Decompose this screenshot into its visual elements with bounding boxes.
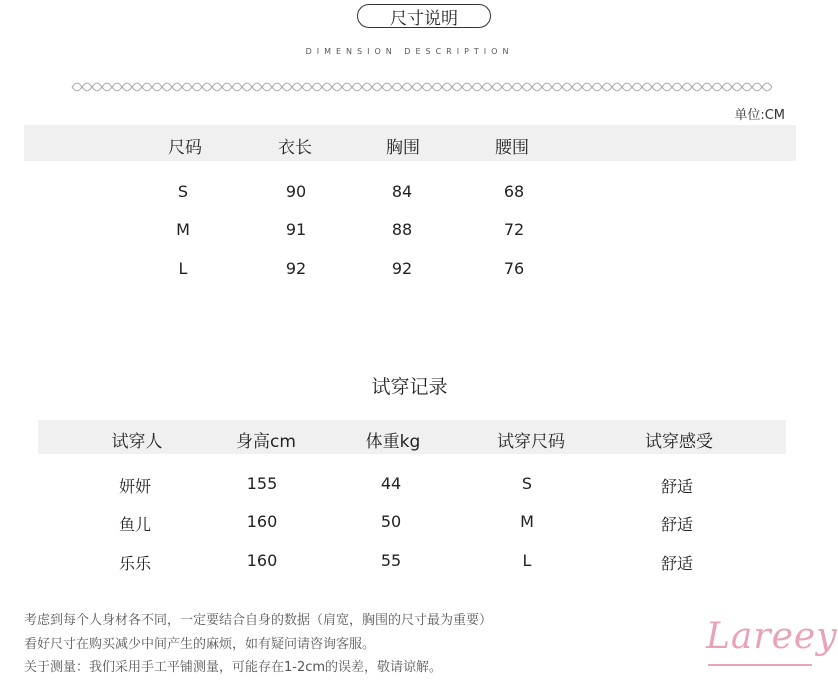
table-cell: M [520, 512, 534, 531]
table-cell: 92 [285, 259, 307, 278]
table-cell: 90 [285, 182, 307, 201]
note-line-3: 关于测量：我们采用手工平铺测量，可能存在1-2cm的误差，敬请谅解。 [24, 660, 443, 675]
table-cell: 妍妍 [118, 477, 152, 496]
table-cell: 91 [285, 220, 307, 239]
table-cell: 55 [380, 551, 402, 570]
unit-label: 单位:CM [734, 108, 785, 123]
table-cell: 92 [391, 259, 413, 278]
table-cell: 160 [246, 512, 278, 531]
table-cell: 88 [391, 220, 413, 239]
waist-col-header: 腰围 [495, 138, 529, 158]
table-cell: S [521, 474, 533, 493]
table-cell: 乐乐 [118, 554, 152, 573]
note-line-1: 考虑到每个人身材各不同，一定要结合自身的数据（肩宽，胸围的尺寸最为重要） [24, 613, 493, 628]
table-cell: L [178, 259, 188, 278]
table-cell: 160 [246, 551, 278, 570]
table-cell: S [177, 182, 189, 201]
table-cell: 76 [503, 259, 525, 278]
chest-col-header: 胸围 [386, 138, 420, 158]
table-cell: 68 [503, 182, 525, 201]
size-col-header: 尺码 [168, 138, 202, 158]
trial-section-title: 试穿记录 [371, 376, 448, 398]
page-title: 尺寸说明 [357, 4, 491, 28]
table-cell: 84 [391, 182, 413, 201]
height-col-header: 身高cm [236, 432, 296, 452]
weight-col-header: 体重kg [365, 432, 421, 452]
feeling-col-header: 试穿感受 [645, 432, 713, 452]
length-col-header: 衣长 [278, 138, 312, 158]
note-line-2: 看好尺寸在购买减少中间产生的麻烦，如有疑问请咨询客服。 [24, 637, 376, 652]
table-cell: 舒适 [660, 477, 694, 496]
table-cell: 舒适 [660, 554, 694, 573]
table-cell: 155 [246, 474, 278, 493]
table-cell: M [176, 220, 190, 239]
brand-logo-underline [708, 664, 812, 666]
tester-col-header: 试穿人 [111, 432, 163, 452]
table-cell: 50 [380, 512, 402, 531]
trial-size-col-header: 试穿尺码 [497, 432, 565, 452]
table-cell: 鱼儿 [118, 515, 152, 534]
brand-logo: Lareey [706, 616, 838, 657]
table-cell: 72 [503, 220, 525, 239]
table-cell: L [522, 551, 532, 570]
page-subtitle: DIMENSION DESCRIPTION [305, 47, 514, 56]
table-cell: 44 [380, 474, 402, 493]
table-cell: 舒适 [660, 515, 694, 534]
decorative-wave-divider [72, 80, 772, 94]
